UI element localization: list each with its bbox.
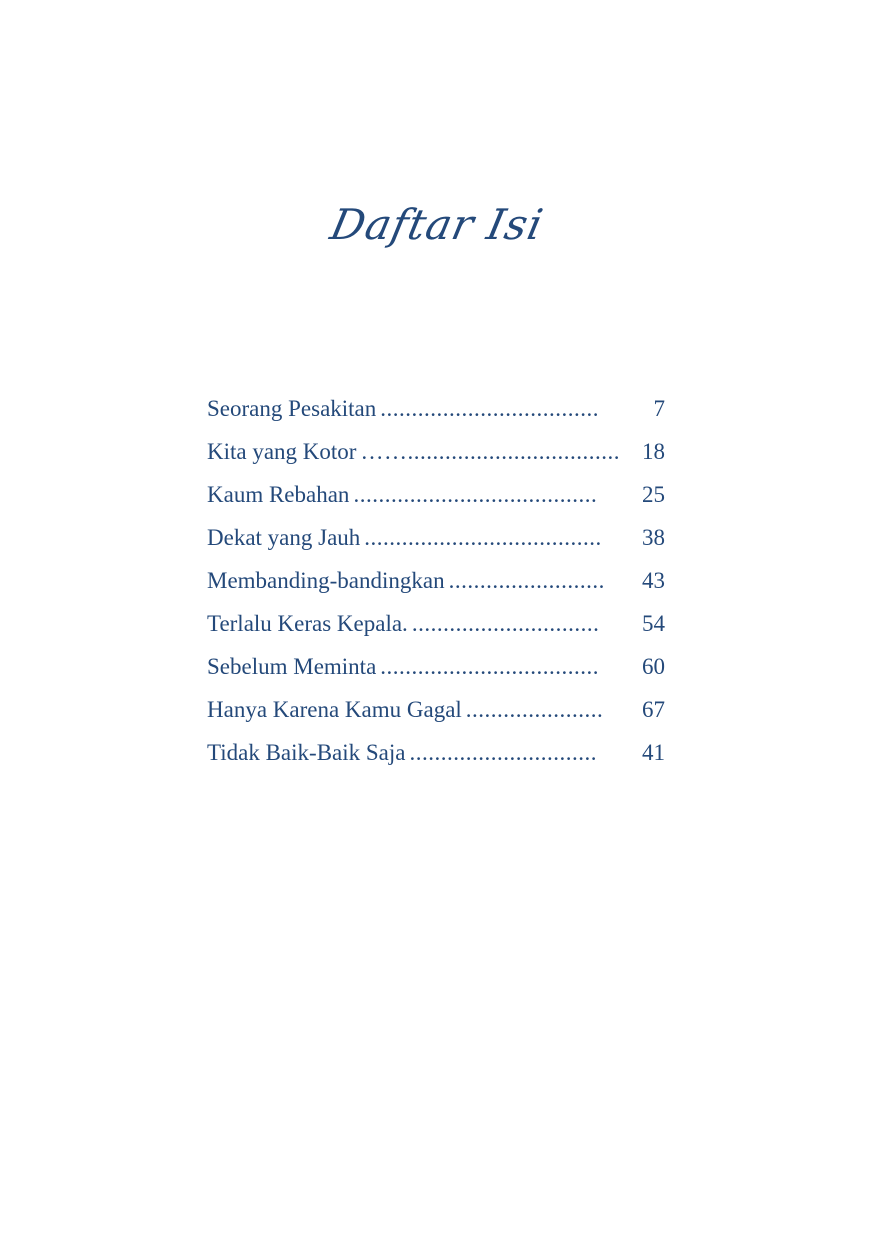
toc-entry-page: 54 xyxy=(642,611,665,636)
toc-entry-leader: …….................................. xyxy=(360,439,620,464)
toc-entry-leader: .............................. xyxy=(411,611,600,636)
toc-entry xyxy=(207,525,665,568)
toc-entry-page: 43 xyxy=(642,568,665,593)
toc-entry-leader: ...................................... xyxy=(364,525,602,550)
toc-entry xyxy=(207,697,665,740)
toc-entry-title: Kaum Rebahan xyxy=(207,482,350,507)
toc-entry-title: Hanya Karena Kamu Gagal xyxy=(207,697,462,722)
toc-entry-page: 41 xyxy=(642,740,665,765)
toc-entry-page: 60 xyxy=(642,654,665,679)
toc-entry-title: Kita yang Kotor xyxy=(207,439,357,464)
toc-entry-title: Seorang Pesakitan xyxy=(207,396,377,421)
toc-entry xyxy=(207,396,665,439)
toc-entry-title: Dekat yang Jauh xyxy=(207,525,361,550)
toc-entry-leader: ................................... xyxy=(380,654,600,679)
toc-entry-leader: ....................................... xyxy=(353,482,598,507)
toc-entry xyxy=(207,439,665,482)
toc-entry xyxy=(207,568,665,611)
toc-entry-page: 25 xyxy=(642,482,665,507)
table-of-contents xyxy=(207,396,665,783)
toc-entry-title: Tidak Baik-Baik Saja xyxy=(207,740,406,765)
page-title: Daftar Isi xyxy=(326,200,548,249)
toc-entry xyxy=(207,611,665,654)
toc-entry xyxy=(207,654,665,697)
toc-entry-leader: ................................... xyxy=(380,396,600,421)
toc-entry-title: Membanding-bandingkan xyxy=(207,568,445,593)
toc-entry-page: 67 xyxy=(642,697,665,722)
toc-entry-leader: ......................... xyxy=(448,568,605,593)
toc-entry xyxy=(207,482,665,525)
toc-entry-page: 38 xyxy=(642,525,665,550)
toc-entry xyxy=(207,740,665,783)
toc-entry-page: 7 xyxy=(653,396,665,421)
toc-entry-leader: .............................. xyxy=(409,740,597,765)
toc-entry-title: Terlalu Keras Kepala. xyxy=(207,611,408,636)
toc-entry-title: Sebelum Meminta xyxy=(207,654,377,679)
toc-entry-page: 18 xyxy=(642,439,665,464)
toc-entry-leader: ...................... xyxy=(465,697,604,722)
